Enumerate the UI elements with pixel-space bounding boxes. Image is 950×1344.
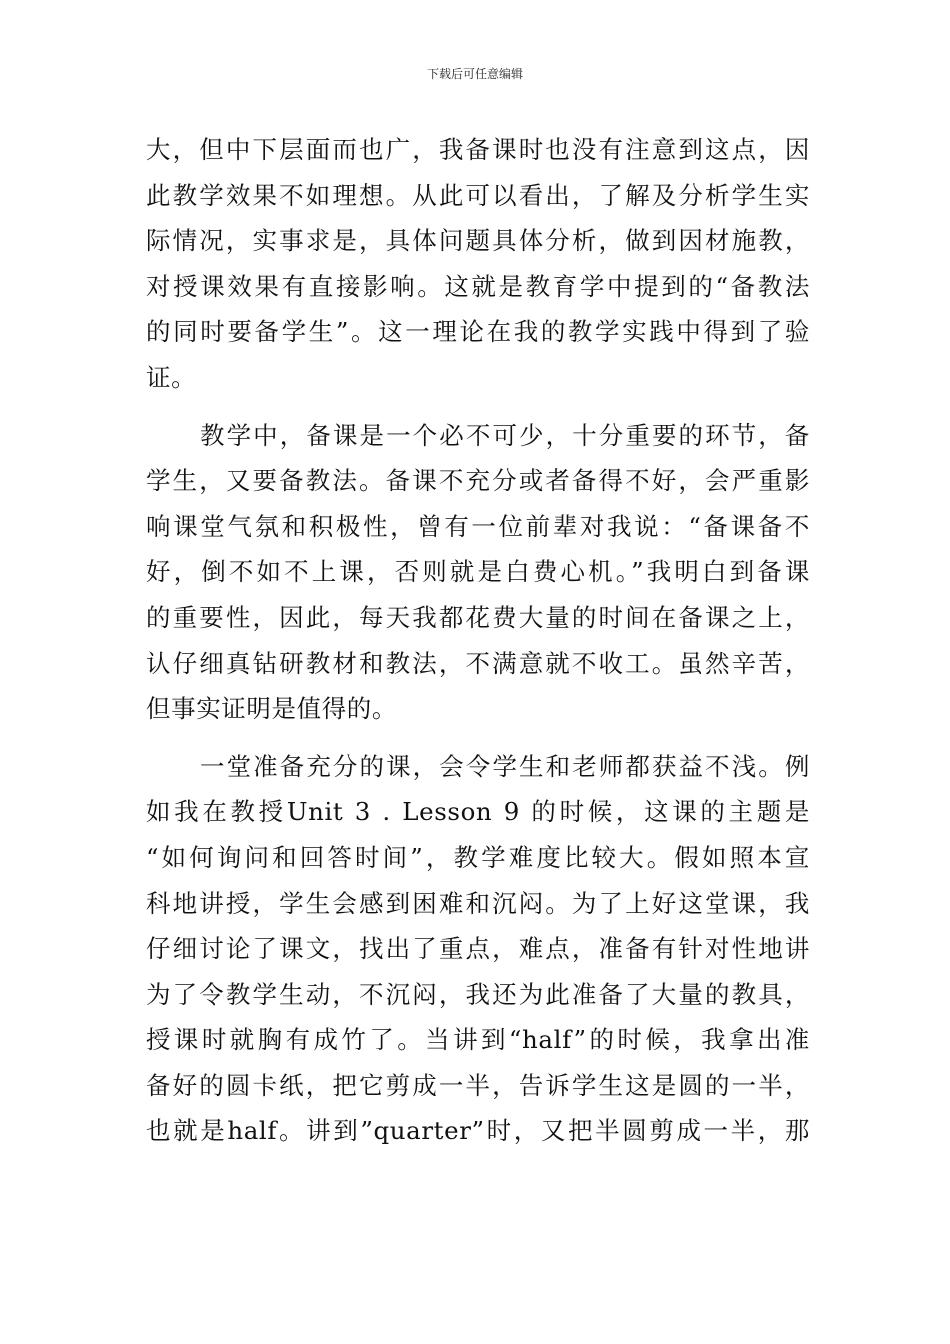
text-line: 科地讲授，学生会感到困难和沉闷。为了上好这堂课，我 <box>146 888 810 918</box>
text-line: 如我在教授Unit 3 . Lesson 9 的时候，这课的主题是 <box>146 797 810 827</box>
text-line: 际情况，实事求是，具体问题具体分析，做到因材施教， <box>146 226 810 256</box>
text-line: 授课时就胸有成竹了。当讲到“half”的时候，我拿出准 <box>146 1025 810 1055</box>
document-body <box>146 127 810 1154</box>
paragraph-2 <box>146 413 810 732</box>
text-line: 此教学效果不如理想。从此可以看出，了解及分析学生实 <box>146 180 810 210</box>
text-line: 大，但中下层面而也广，我备课时也没有注意到这点，因 <box>146 135 810 164</box>
text-line: 也就是half。讲到”quarter”时，又把半圆剪成一半，那 <box>146 1116 810 1146</box>
text-line: 好，倒不如不上课，否则就是白费心机。”我明白到备课 <box>146 557 810 587</box>
text-line: 的同时要备学生”。这一理论在我的教学实践中得到了验 <box>146 317 810 347</box>
text-line: 一堂准备充分的课，会令学生和老师都获益不浅。例 <box>200 751 810 781</box>
text-line: 学生，又要备教法。备课不充分或者备得不好，会严重影 <box>146 466 810 496</box>
text-line: 但事实证明是值得的。 <box>146 694 397 724</box>
text-line: 对授课效果有直接影响。这就是教育学中提到的“备教法 <box>146 271 810 301</box>
paragraph-3 <box>146 744 810 1154</box>
text-line: 响课堂气氛和积极性，曾有一位前辈对我说：“备课备不 <box>146 511 810 541</box>
paragraph-1 <box>146 127 810 401</box>
text-line: 仔细讨论了课文，找出了重点，难点，准备有针对性地讲 <box>146 934 810 964</box>
text-line: 为了令教学生动，不沉闷，我还为此准备了大量的教具， <box>146 979 810 1009</box>
text-line: 教学中，备课是一个必不可少，十分重要的环节，备 <box>200 420 810 450</box>
text-line: “如何询问和回答时间”，教学难度比较大。假如照本宣 <box>146 842 810 872</box>
text-line: 备好的圆卡纸，把它剪成一半，告诉学生这是圆的一半， <box>146 1070 810 1100</box>
page-header: 下载后可任意编辑 <box>426 67 523 81</box>
text-line: 证。 <box>146 362 197 392</box>
text-line: 认仔细真钻研教材和教法，不满意就不收工。虽然辛苦， <box>146 648 810 678</box>
text-line: 的重要性，因此，每天我都花费大量的时间在备课之上， <box>146 602 810 632</box>
